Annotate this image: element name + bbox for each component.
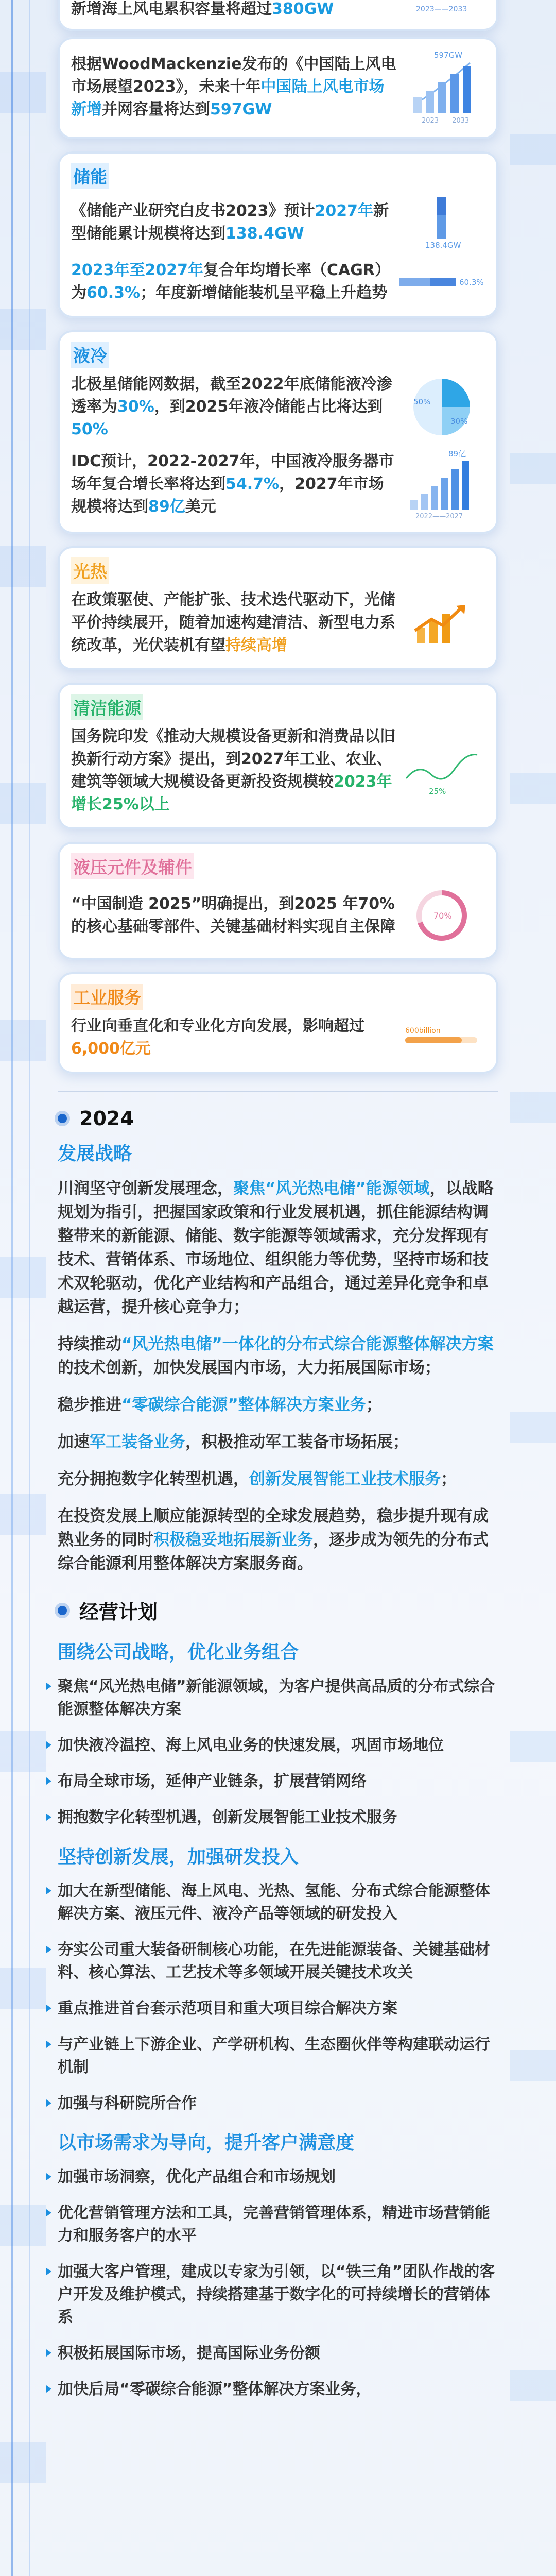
- storage-p1-hl2: 138.4GW: [225, 225, 304, 243]
- strategy-para-2: [58, 1332, 498, 1380]
- pie-label-b: 30%: [450, 417, 467, 426]
- industrial-highlight: 6,000亿元: [71, 1040, 151, 1058]
- liquid-p2-c: 美元: [185, 498, 216, 516]
- pie-label-a: 50%: [413, 397, 430, 406]
- storage-bar-icon: [411, 194, 473, 251]
- industrial-text: 行业向垂直化和专业化方向发展，影响超过: [71, 1017, 364, 1035]
- s1-hl: 聚焦“风光热电储”能源领域: [233, 1179, 430, 1198]
- hydraulic-title: 液压元件及辅件: [71, 853, 194, 879]
- clean-energy-card: [58, 683, 498, 829]
- clean-illustration: [398, 742, 485, 799]
- solar-illustration: [398, 600, 485, 646]
- s5-a: 充分拥抱数字化转型机遇，: [58, 1470, 249, 1488]
- offshore-illus-label: 2023——2033: [416, 5, 467, 13]
- plan-group-title: 坚持创新发展，加强研发投入: [58, 1846, 299, 1868]
- plan-item: 与产业链上下游企业、产学研机构、生态圈伙伴等构建联动运行机制: [58, 2033, 498, 2079]
- section-divider: [58, 1091, 498, 1092]
- strategy-para-1: [58, 1177, 498, 1319]
- liquid-p2-a: IDC预计，2022-2027年，中国液冷服务器市场年复合增长率将达到: [71, 452, 394, 493]
- plan-item: 拥抱数字化转型机遇，创新发展智能工业技术服务: [58, 1806, 498, 1829]
- storage-p2-a: 复合年均增长率（CAGR）为: [71, 261, 390, 302]
- storage-p2-hl1: 2023年至2027年: [71, 261, 203, 279]
- hydraulic-card: [58, 842, 498, 960]
- liquid-p1-a: 北极星储能网数据，截至2022年底储能液冷渗透率为: [71, 375, 392, 416]
- offshore-text: 新增海上风电累积容量将超过: [71, 0, 272, 18]
- onshore-highlight: 中国陆上风电市场新增: [71, 78, 385, 118]
- storage-cagr-icon: [397, 266, 485, 297]
- plan-item: 加快后局“零碳综合能源”整体解决方案业务，: [58, 2378, 498, 2401]
- s2-a: 持续推动: [58, 1335, 121, 1353]
- storage-p2-hl2: 60.3%: [86, 284, 141, 302]
- industrial-bar-icon: [403, 1025, 480, 1050]
- plan-item: 积极拓展国际市场，提高国际业务份额: [58, 2342, 498, 2365]
- storage-illus-label: 138.4GW: [425, 241, 461, 250]
- liquid-bar-bottom: 2022——2027: [415, 513, 463, 520]
- background-stripes: [0, 0, 46, 2576]
- s4-b: ，积极推动军工装备市场拓展；: [185, 1433, 409, 1451]
- industrial-title: 工业服务: [71, 984, 143, 1010]
- clean-text: 国务院印发《推动大规模设备更新和消费品以旧换新行动方案》提出，到2027年工业、农业、建筑等领域大规模设备更新投资规模较: [71, 727, 395, 791]
- offshore-highlight: 380GW: [272, 0, 334, 18]
- s1-b: ，以战略规划为指引，把握国家政策和行业发展机遇，抓住能源结构调整带来的新能源、储能、数字能源等领域需求，充分发挥现有技术、营销体系、市场地位、组织能力等优势，坚持市场和技术双轮驱动，优化产业结构和产品组合，通过差异化竞争和卓越运营，提升核心竞争力；: [58, 1179, 494, 1316]
- s4-a: 加速: [58, 1433, 90, 1451]
- plan-group-title: 围绕公司战略，优化业务组合: [58, 1642, 299, 1663]
- plan-item: 重点推进首台套示范项目和重大项目综合解决方案: [58, 1997, 498, 2020]
- clean-illus-label: 25%: [428, 787, 446, 796]
- storage-card: [58, 151, 498, 318]
- bar-growth-illustration: [398, 48, 485, 126]
- s2-b: 的技术创新，加快发展国内市场，大力拓展国际市场；: [58, 1359, 441, 1377]
- liquid-pie-illustration: [398, 374, 485, 440]
- plan-item: 加快液冷温控、海上风电业务的快速发展，巩固市场地位: [58, 1734, 498, 1757]
- bar-growth-top-label: 597GW: [433, 50, 462, 60]
- hydraulic-illus-label: 70%: [433, 911, 452, 921]
- timeline-dot-icon: [58, 1114, 67, 1123]
- s6-a: 在投资发展上顺应能源转型的全球发展趋势，稳步提升现有成熟业务的同时: [58, 1507, 489, 1549]
- s3-hl: “零碳综合能源”整体解决方案业务: [121, 1396, 366, 1414]
- plan-group-title: 以市场需求为导向，提升客户满意度: [58, 2132, 355, 2154]
- onshore-text-a: 根据WoodMackenzie发布的《中国陆上风电市场展望2023》，未来十年: [71, 55, 396, 96]
- plan-item: 聚焦“风光热电储”新能源领域，为客户提供高品质的分布式综合能源整体解决方案: [58, 1675, 498, 1721]
- strategy-para-6: [58, 1504, 498, 1575]
- onshore-wind-card: [58, 37, 498, 139]
- plan-item: 布局全球市场，延伸产业链条，扩展营销网络: [58, 1770, 498, 1793]
- liquid-p2-hl1: 54.7%: [225, 475, 280, 493]
- storage-p1-b: 新型储能累计规模将达到: [71, 202, 389, 243]
- s5-hl: 创新发展智能工业技术服务: [249, 1470, 441, 1488]
- background-line-secondary: [29, 0, 30, 2576]
- storage-p2-b: ；年度新增储能装机呈平稳上升趋势: [140, 284, 388, 302]
- onshore-text-b: 并网容量将达到: [102, 100, 210, 118]
- plan-item: 加强大客户管理，建成以专家为引领，以“铁三角”团队作战的客户开发及维护模式，持续搭建基于数字化的可持续增长的营销体系: [58, 2261, 498, 2329]
- pie-chart-icon: [403, 374, 480, 440]
- plan-item: 优化营销管理方法和工具，完善营销管理体系，精进市场营销能力和服务客户的水平: [58, 2202, 498, 2247]
- plan-item: 夯实公司重大装备研制核心功能，在先进能源装备、关键基础材料、核心算法、工艺技术等多领域开展关键技术攻关: [58, 1939, 498, 1984]
- liquid-p2-hl2: 89亿: [148, 498, 185, 516]
- timeline-dot-icon: [58, 1606, 67, 1615]
- solar-title: 光热: [71, 557, 109, 584]
- plan-heading: [58, 1596, 498, 1624]
- offshore-wind-card-partial: [58, 0, 498, 31]
- strategy-para-3: [58, 1393, 498, 1417]
- liquid-cooling-card: [58, 330, 498, 534]
- wave-line-icon: [403, 742, 480, 799]
- storage-cagr-illustration: [397, 266, 485, 297]
- liquid-bar-top: 89亿: [448, 449, 466, 459]
- s6-b: ，逐步成为领先的分布式综合能源利用整体解决方案服务商。: [58, 1531, 489, 1573]
- background-line: [11, 0, 13, 2576]
- industrial-service-card: [58, 972, 498, 1074]
- clean-highlight: 2023年增长25%以上: [71, 773, 392, 814]
- liquid-bar-illustration: [398, 448, 485, 520]
- solar-text: 在政策驱使、产能扩张、技术迭代驱动下，光储平价持续展开，随着加速构建清洁、新型电力系统改革，光伏装机有望: [71, 591, 395, 654]
- plan-item: 加大在新型储能、海上风电、光热、氢能、分布式综合能源整体解决方案、液压元件、液冷产品等领域的研发投入: [58, 1880, 498, 1925]
- storage-title: 储能: [71, 163, 109, 189]
- liquid-title: 液冷: [71, 342, 109, 368]
- s1-a: 川润坚守创新发展理念，: [58, 1179, 233, 1198]
- trend-up-icon: [411, 600, 473, 646]
- liquid-p2-b: ，2027年市场规模将达到: [71, 475, 384, 516]
- strategy-para-4: [58, 1430, 498, 1454]
- liquid-bar-icon: [403, 448, 480, 520]
- strategy-para-5: [58, 1467, 498, 1491]
- s5-b: ；: [441, 1470, 457, 1488]
- s3-b: ；: [366, 1396, 382, 1414]
- hydraulic-illustration: [398, 885, 485, 946]
- plan-heading-label: 经营计划: [79, 1601, 158, 1623]
- industrial-illus-label: 600billion: [405, 1027, 441, 1035]
- solar-highlight: 持续高增: [225, 636, 287, 654]
- liquid-p1-hl2: 50%: [71, 420, 108, 438]
- s4-hl: 军工装备业务: [90, 1433, 185, 1451]
- bar-growth-bottom-label: 2023——2033: [421, 117, 469, 125]
- industrial-illustration: [398, 1025, 485, 1050]
- s3-a: 稳步推进: [58, 1396, 121, 1414]
- year-label: 2024: [79, 1107, 134, 1130]
- solar-thermal-card: [58, 546, 498, 670]
- plan-item: 加强市场洞察，优化产品组合和市场规划: [58, 2166, 498, 2189]
- plan-group-1: [58, 1638, 498, 1829]
- onshore-highlight-2: 597GW: [210, 100, 272, 118]
- strategy-title: 发展战略: [58, 1143, 132, 1164]
- liquid-p1-b: ，到2025年液冷储能占比将达到: [154, 398, 383, 416]
- s6-hl: 积极稳妥地拓展新业务: [153, 1531, 313, 1549]
- content-wrapper: [58, 0, 498, 2401]
- background-right-stripes: [510, 0, 556, 2576]
- plan-group-2: [58, 1842, 498, 2115]
- storage-p1-hl1: 2027年: [315, 202, 373, 220]
- plan-group-3: [58, 2128, 498, 2401]
- storage-cagr-label: 60.3%: [459, 278, 484, 287]
- bar-growth-icon: [403, 48, 480, 126]
- clean-title: 清洁能源: [71, 694, 143, 720]
- ring-progress-icon: [411, 885, 473, 946]
- liquid-p1-hl1: 30%: [117, 398, 154, 416]
- hydraulic-text: “中国制造 2025”明确提出，到2025 年70%的核心基础零部件、关键基础材料实现自主保障: [71, 895, 395, 936]
- year-heading: [58, 1107, 498, 1130]
- s2-hl: “风光热电储”一体化的分布式综合能源整体解决方案: [121, 1335, 494, 1353]
- storage-bar-illustration: [398, 194, 485, 251]
- storage-p1-a: 《储能产业研究白皮书2023》预计: [71, 202, 315, 220]
- offshore-illustration: [398, 5, 485, 13]
- plan-item: 加强与科研院所合作: [58, 2092, 498, 2115]
